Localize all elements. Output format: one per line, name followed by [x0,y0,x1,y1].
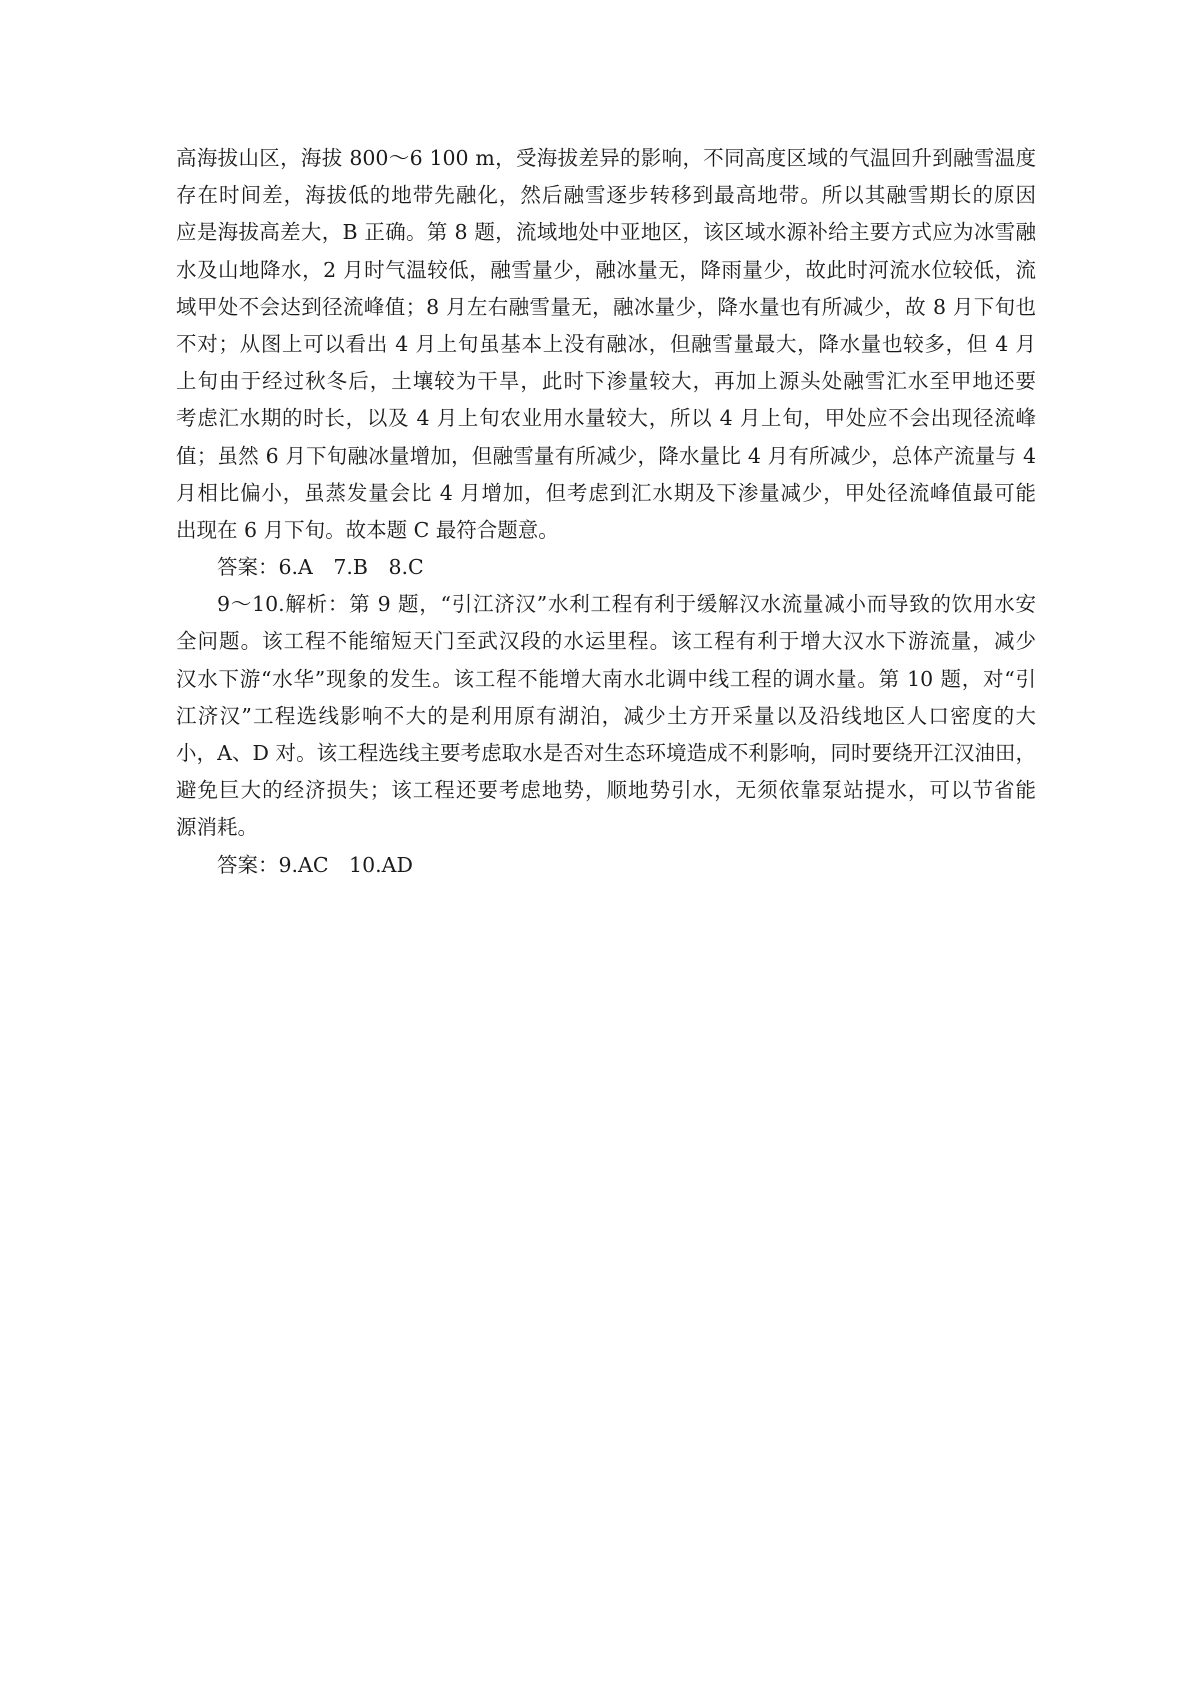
text-line: 考虑汇水期的时长，以及 4 月上旬农业用水量较大，所以 4 月上旬，甲处应不会出现径流峰 [176,406,1036,431]
text-line: 汉水下游“水华”现象的发生。该工程不能增大南水北调中线工程的调水量。第 10 题，对“引 [176,666,1036,691]
answer-line: 答案：6.A 7.B 8.C [217,555,424,580]
text-line: 月相比偏小，虽蒸发量会比 4 月增加，但考虑到汇水期及下渗量减少，甲处径流峰值最可能 [176,480,1036,505]
explanation-heading-line: 9～10.解析：第 9 题，“引江济汉”水利工程有利于缓解汉水流量减小而导致的饮用水安 [217,592,1036,617]
text-line: 避免巨大的经济损失；该工程还要考虑地势，顺地势引水，无须依靠泵站提水，可以节省能 [176,778,1036,803]
text-line: 出现在 6 月下旬。故本题 C 最符合题意。 [176,517,559,542]
text-line: 源消耗。 [176,815,258,840]
text-line: 小，A、D 对。该工程选线主要考虑取水是否对生态环境造成不利影响，同时要绕开江汉油田， [176,741,1036,765]
text-line: 江济汉”工程选线影响不大的是利用原有湖泊，减少土方开采量以及沿线地区人口密度的大 [176,703,1036,728]
text-line: 上旬由于经过秋冬后，土壤较为干旱，此时下渗量较大，再加上源头处融雪汇水至甲地还要 [176,369,1036,394]
text-line: 值；虽然 6 月下旬融冰量增加，但融雪量有所减少，降水量比 4 月有所减少，总体产流量与 4 [176,443,1036,468]
text-line: 应是海拔高差大，B 正确。第 8 题，流域地处中亚地区，该区域水源补给主要方式应为冰雪融 [176,220,1036,245]
text-line: 域甲处不会达到径流峰值；8 月左右融雪量无，融冰量少，降水量也有所减少，故 8 月下旬也 [176,294,1036,319]
text-line: 高海拔山区，海拔 800～6 100 m，受海拔差异的影响，不同高度区域的气温回升到融雪温度 [176,146,1036,170]
answer-line: 答案：9.AC 10.AD [217,852,413,877]
text-line: 存在时间差，海拔低的地带先融化，然后融雪逐步转移到最高地带。所以其融雪期长的原因 [176,183,1036,208]
text-line: 不对；从图上可以看出 4 月上旬虽基本上没有融冰，但融雪量最大，降水量也较多，但 4 月 [176,331,1036,356]
text-line: 水及山地降水，2 月时气温较低，融雪量少，融冰量无，降雨量少，故此时河流水位较低，流 [176,257,1036,282]
answer-explanation-text [176,140,1036,884]
text-line: 全问题。该工程不能缩短天门至武汉段的水运里程。该工程有利于增大汉水下游流量，减少 [176,629,1036,654]
